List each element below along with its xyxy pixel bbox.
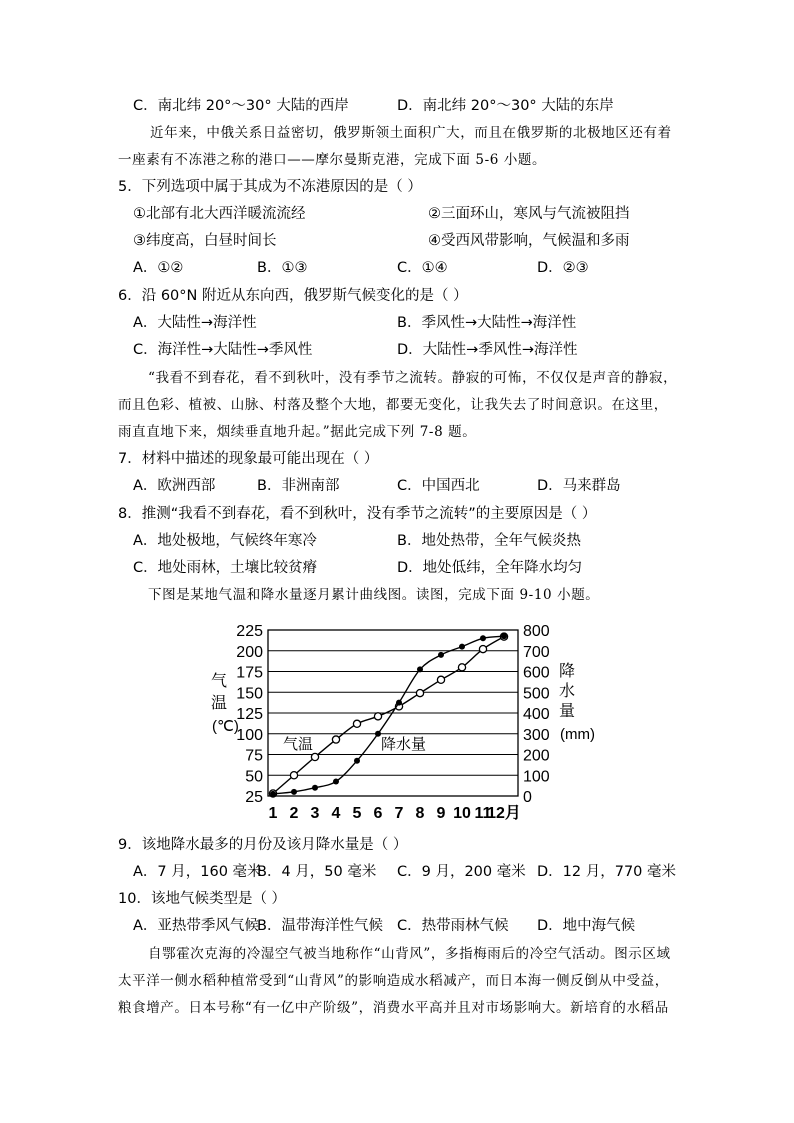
q8-option-b: B．地处热带，全年气候炎热	[397, 533, 581, 549]
y-right-label-char-1: 降	[559, 663, 576, 680]
y-right-label-unit: (mm)	[560, 726, 595, 743]
series-label-precipitation: 降水量	[381, 736, 427, 753]
q8-option-d: D．地处低纬，全年降水均匀	[397, 560, 583, 576]
q5-statement-1: ①北部有北大西洋暖流流经	[133, 206, 306, 222]
temperature-point	[479, 645, 486, 652]
q10-option-c: C．热带雨林气候	[397, 918, 509, 934]
q5-option-b: B．①③	[257, 260, 308, 276]
y-right-label-char-2: 水	[559, 683, 576, 700]
x-tick-label: 7	[394, 805, 404, 822]
y-left-label-char-2: 温	[211, 695, 228, 712]
material-2-line-2: 而且色彩、植被、山脉、村落及整个大地，都要无变化，让我失去了时间意识。在这里，	[118, 397, 668, 413]
left-tick-label: 150	[236, 685, 263, 703]
material-3-line-1: 下图是某地气温和降水量逐月累计曲线图。读图，完成下面 9-10 小题。	[148, 587, 600, 603]
precipitation-point	[396, 700, 402, 706]
series-label-temperature: 气温	[283, 736, 314, 753]
q5-stem: 5．下列选项中属于其成为不冻港原因的是（ ）	[118, 179, 422, 195]
material-1-line-1: 近年来，中俄关系日益密切，俄罗斯领土面积广大，而且在俄罗斯的北极地区还有着	[150, 125, 672, 141]
q7-option-c: C．中国西北	[397, 478, 480, 494]
material-4-line-1: 自鄂霍次克海的冷湿空气被当地称作“山背风”，多指梅雨后的冷空气活动。图示区域	[148, 946, 671, 962]
right-tick-label: 400	[523, 706, 550, 723]
x-axis-ticks	[269, 804, 521, 822]
left-tick-label: 100	[236, 726, 263, 744]
x-tick-label: 3	[310, 805, 320, 822]
x-tick-label: 12月	[487, 805, 521, 822]
q7-option-d: D．马来群岛	[537, 478, 621, 494]
right-tick-label: 300	[523, 726, 550, 744]
precipitation-point	[417, 666, 423, 672]
left-tick-label: 225	[236, 623, 263, 640]
q5-statement-2: ②三面环山，寒风与气流被阻挡	[428, 206, 630, 222]
left-tick-label: 50	[245, 768, 263, 786]
q8-stem: 8．推测“我看不到春花，看不到秋叶，没有季节之流转”的主要原因是（ ）	[118, 506, 597, 522]
right-tick-label: 700	[523, 643, 550, 661]
temperature-point	[353, 720, 360, 727]
left-axis-ticks	[236, 623, 263, 806]
precipitation-point	[354, 758, 360, 764]
q10-option-b: B．温带海洋性气候	[257, 918, 383, 934]
q7-option-b: B．非洲南部	[257, 478, 340, 494]
precipitation-point	[270, 791, 276, 797]
material-2-line-3: 雨直直地下来，烟续垂直地升起。”据此完成下列 7-8 题。	[118, 424, 477, 440]
precipitation-point	[312, 785, 318, 791]
left-tick-label: 125	[236, 706, 263, 723]
q9-option-d: D．12 月，770 毫米	[537, 864, 677, 880]
q7-stem: 7．材料中描述的现象最可能出现在（ ）	[118, 451, 379, 467]
q6-option-c: C．海洋性→大陆性→季风性	[133, 342, 313, 358]
q10-option-a: A．亚热带季风气候	[133, 918, 259, 934]
left-tick-label: 175	[236, 664, 263, 682]
temperature-point	[374, 713, 381, 720]
right-tick-label: 200	[523, 747, 550, 765]
series-line-temperature	[273, 637, 504, 794]
right-tick-label: 800	[523, 623, 550, 640]
x-tick-label: 10	[453, 805, 471, 822]
temperature-point	[290, 772, 297, 779]
x-tick-label: 4	[331, 805, 341, 822]
temperature-point	[332, 736, 339, 743]
material-2-line-1: “我看不到春花，看不到秋叶，没有季节之流转。静寂的可怖，不仅仅是声音的静寂，	[148, 370, 678, 386]
temperature-point	[458, 664, 465, 671]
right-axis-ticks	[523, 623, 550, 806]
q6-stem: 6．沿 60°N 附近从东向西，俄罗斯气候变化的是（ ）	[118, 288, 468, 304]
q4-option-c: C．南北纬 20°～30° 大陆的西岸	[133, 98, 349, 114]
q6-option-d: D．大陆性→季风性→海洋性	[397, 342, 578, 358]
q5-option-a: A．①②	[133, 260, 184, 276]
q6-option-b: B．季风性→大陆性→海洋性	[397, 315, 577, 331]
precipitation-point	[501, 633, 507, 639]
temperature-point	[416, 689, 423, 696]
temperature-point	[437, 676, 444, 683]
y-left-label-unit: (℃)	[212, 718, 239, 735]
q6-option-a: A．大陆性→海洋性	[133, 315, 257, 331]
x-tick-label: 8	[415, 805, 425, 822]
x-tick-label: 1	[268, 805, 278, 822]
series-line-precipitation	[273, 636, 504, 794]
x-tick-label: 2	[289, 805, 299, 822]
material-1-line-2: 一座素有不冻港之称的港口——摩尔曼斯克港，完成下面 5-6 小题。	[118, 152, 547, 168]
q9-stem: 9．该地降水最多的月份及该月降水量是（ ）	[118, 837, 408, 853]
q4-option-d: D．南北纬 20°～30° 大陆的东岸	[397, 98, 614, 114]
temperature-point	[311, 753, 318, 760]
material-4-line-2: 太平洋一侧水稻种植常受到“山背风”的影响造成水稻减产，而日本海一侧反倒从中受益，	[118, 973, 669, 989]
x-tick-label: 5	[352, 805, 362, 822]
chart-series	[269, 633, 507, 797]
q8-option-c: C．地处雨林，土壤比较贫瘠	[133, 560, 318, 576]
precipitation-point	[291, 789, 297, 795]
left-tick-label: 25	[245, 789, 263, 806]
x-tick-label: 9	[436, 805, 446, 822]
q10-stem: 10．该地气候类型是（ ）	[118, 891, 287, 907]
x-tick-label: 6	[373, 805, 383, 822]
q9-option-b: B．4 月，50 毫米	[257, 864, 377, 880]
left-tick-label: 200	[236, 643, 263, 661]
precipitation-point	[438, 652, 444, 658]
q7-option-a: A．欧洲西部	[133, 478, 216, 494]
q10-option-d: D．地中海气候	[537, 918, 636, 934]
y-right-label-char-3: 量	[559, 703, 576, 720]
q9-option-a: A．7 月，160 毫米	[133, 864, 262, 880]
right-tick-label: 500	[523, 685, 550, 703]
precipitation-point	[333, 778, 339, 784]
right-tick-label: 0	[523, 789, 532, 806]
right-tick-label: 100	[523, 768, 550, 786]
x-tick-label: 11	[474, 805, 492, 822]
q5-option-d: D．②③	[537, 260, 589, 276]
y-left-label-char-1: 气	[211, 673, 228, 690]
q5-statement-4: ④受西风带影响，气候温和多雨	[428, 233, 630, 249]
material-4-line-3: 粮食增产。日本号称“有一亿中产阶级”，消费水平高并且对市场影响大。新培育的水稻品	[118, 1000, 669, 1016]
precipitation-point	[459, 644, 465, 650]
precipitation-point	[480, 635, 486, 641]
q9-option-c: C．9 月，200 毫米	[397, 864, 526, 880]
q5-statement-3: ③纬度高，白昼时间长	[133, 233, 277, 249]
left-tick-label: 75	[245, 747, 263, 765]
q5-option-c: C．①④	[397, 260, 448, 276]
q8-option-a: A．地处极地，气候终年寒冷	[133, 533, 317, 549]
climate-cumulative-chart	[205, 618, 595, 828]
right-tick-label: 600	[523, 664, 550, 682]
